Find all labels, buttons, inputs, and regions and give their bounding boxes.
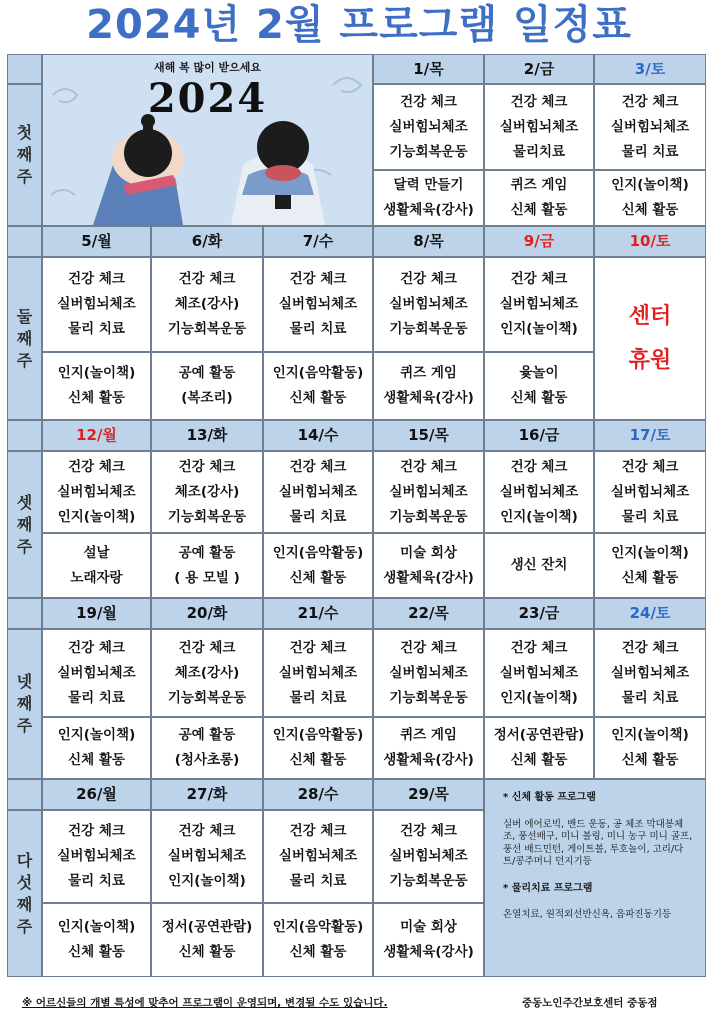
morning-program-cell: [263, 451, 373, 533]
date-header: [373, 226, 484, 257]
program-line: 건강 체크: [510, 458, 568, 475]
program-line: 신체 활동: [621, 752, 679, 768]
program-line: 건강 체크: [289, 823, 347, 839]
program-line: 건강 체크: [178, 639, 236, 656]
program-line: 실버힘뇌체조: [499, 118, 579, 135]
therapy-program-title: * 물리치료 프로그램: [503, 882, 593, 894]
program-line: 인지(놀이책): [611, 544, 689, 561]
program-line: 건강 체크: [400, 458, 457, 475]
morning-program-cell: [373, 810, 484, 903]
program-line: 실버힘뇌체조: [610, 118, 690, 135]
program-line: 신체 활동: [621, 569, 679, 586]
banner-year: 2024: [147, 75, 268, 122]
week-label-char: 주: [16, 916, 33, 936]
date-header: [263, 226, 373, 257]
program-line: 인지(놀이책): [57, 919, 136, 935]
afternoon-program-cell: [151, 533, 263, 598]
program-line: 기능회복운동: [389, 321, 468, 337]
date-header: [151, 420, 263, 451]
new-year-banner: [42, 54, 373, 226]
date-header: [373, 779, 484, 810]
date-label: 20/화: [186, 604, 228, 622]
program-line: 윷놀이: [519, 365, 559, 381]
date-label: 15/목: [408, 426, 449, 444]
program-line: 노래자랑: [70, 569, 123, 586]
program-line: 물리 치료: [621, 689, 679, 706]
afternoon-program-cell: [42, 717, 151, 779]
physical-program-list: 실버 에어로빅, 밴드 운동, 공 체조 막대봉체조, 풍선배구, 미니 볼링, 미니 농구 미니 골프, 풍선 배드민턴, 게이트볼, 투호놀이, 고리/다트/콩주머니 던지기등: [503, 818, 693, 867]
date-label: 29/목: [408, 785, 449, 803]
program-line: 실버힘뇌체조: [499, 483, 579, 500]
program-line: 실버힘뇌체조: [278, 296, 358, 312]
date-header: [373, 598, 484, 629]
date-header: [151, 226, 263, 257]
date-label: 2/금: [523, 59, 555, 78]
week-header-blank: [7, 420, 42, 451]
program-line: 실버힘뇌체조: [278, 483, 358, 500]
afternoon-program-cell: [373, 717, 484, 779]
afternoon-program-cell: [42, 352, 151, 420]
program-line: (청사초롱): [174, 752, 240, 768]
week-label-char: 째: [16, 514, 33, 534]
program-line: 신체 활동: [289, 752, 347, 768]
program-line: 인지(놀이책): [500, 689, 578, 706]
date-header: [42, 226, 151, 257]
program-line: 건강 체크: [178, 823, 236, 839]
program-line: 물리 치료: [68, 873, 125, 889]
program-line: 건강 체크: [621, 458, 679, 475]
afternoon-program-cell: [594, 170, 706, 226]
program-line: 신체 활동: [621, 202, 679, 218]
program-line: 미술 회상: [400, 544, 457, 561]
program-line: 건강 체크: [621, 93, 679, 110]
morning-program-cell: [373, 451, 484, 533]
program-line: 신체 활동: [68, 390, 125, 406]
program-line: 정서(공연관람): [493, 727, 585, 743]
afternoon-program-cell: [151, 903, 263, 977]
program-line: 물리 치료: [68, 321, 125, 337]
morning-program-cell: [373, 629, 484, 717]
program-line: 퀴즈 게임: [400, 365, 457, 381]
program-line: 기능회복운동: [389, 143, 468, 160]
week-label-char: 주: [16, 167, 33, 186]
week-label-char: 째: [16, 894, 33, 914]
date-label: 10/토: [629, 232, 671, 250]
program-line: 물리 치료: [621, 508, 679, 525]
afternoon-program-cell: [594, 533, 706, 598]
program-line: 인지(음악활동): [272, 365, 364, 381]
morning-program-cell: [484, 629, 594, 717]
week-label-char: 주: [16, 716, 33, 735]
program-line: 미술 회상: [400, 919, 457, 935]
week-label-char: 둘: [16, 306, 33, 326]
date-header: [484, 420, 594, 451]
program-line: 생활체육(강사): [383, 569, 474, 586]
program-line: 기능회복운동: [389, 508, 468, 525]
program-line: 인지(놀이책): [500, 321, 578, 337]
program-line: 실버힘뇌체조: [389, 296, 468, 312]
program-line: 실버힘뇌체조: [278, 848, 358, 864]
date-label: 28/수: [297, 785, 339, 803]
program-line: 실버힘뇌체조: [499, 664, 579, 681]
week-header-blank: [7, 226, 42, 257]
program-line: 건강 체크: [68, 458, 125, 475]
program-line: 실버힘뇌체조: [57, 664, 136, 681]
program-line: 체조(강사): [174, 664, 240, 681]
program-line: ( 용 모빌 ): [174, 569, 240, 586]
date-label: 6/화: [191, 232, 223, 250]
program-line: 실버힘뇌체조: [389, 664, 468, 681]
program-line: 건강 체크: [289, 458, 347, 475]
program-line: (복조리): [181, 390, 233, 406]
date-header: [594, 598, 706, 629]
afternoon-program-cell: [42, 903, 151, 977]
banner-greeting: 새해 복 많이 받으세요: [153, 61, 262, 74]
morning-program-cell: [42, 629, 151, 717]
date-label: 13/화: [186, 426, 228, 444]
date-label: 23/금: [518, 604, 560, 622]
date-header: [42, 420, 151, 451]
program-line: 센터: [628, 303, 672, 329]
program-line: 체조(강사): [174, 296, 240, 312]
program-line: 건강 체크: [178, 458, 236, 475]
program-line: 실버힘뇌체조: [389, 118, 468, 135]
program-line: 실버힘뇌체조: [499, 296, 579, 312]
date-header: [484, 226, 594, 257]
program-line: 신체 활동: [510, 752, 568, 768]
afternoon-program-cell: [484, 170, 594, 226]
program-line: 신체 활동: [510, 390, 568, 406]
date-label: 12/월: [76, 426, 117, 444]
date-label: 7/수: [302, 232, 334, 250]
program-line: 실버힘뇌체조: [57, 483, 136, 500]
week-label: [7, 257, 42, 420]
date-label: 1/목: [413, 59, 444, 78]
date-header: [594, 226, 706, 257]
program-line: 신체 활동: [178, 944, 236, 960]
afternoon-program-cell: [42, 533, 151, 598]
week-header-blank: [7, 54, 42, 84]
week-label: [7, 810, 42, 977]
morning-program-cell: [42, 451, 151, 533]
program-line: 건강 체크: [400, 639, 457, 656]
week-label-char: 주: [16, 536, 33, 556]
program-line: 체조(강사): [174, 483, 240, 500]
date-header: [373, 54, 484, 84]
program-line: 건강 체크: [178, 271, 236, 287]
program-line: 기능회복운동: [167, 508, 247, 525]
morning-program-cell: [594, 451, 706, 533]
program-line: 인지(놀이책): [611, 177, 689, 193]
morning-program-cell: [594, 84, 706, 170]
program-line: 건강 체크: [400, 271, 457, 287]
program-line: 물리 치료: [621, 143, 679, 160]
date-header: [263, 420, 373, 451]
afternoon-program-cell: [263, 717, 373, 779]
morning-program-cell: [484, 257, 594, 352]
week-header-blank: [7, 779, 42, 810]
morning-program-cell: [151, 629, 263, 717]
afternoon-program-cell: [484, 533, 594, 598]
program-line: 건강 체크: [510, 93, 568, 110]
program-line: 건강 체크: [68, 639, 125, 656]
program-line: 물리 치료: [289, 508, 347, 525]
afternoon-program-cell: [151, 352, 263, 420]
morning-program-cell: [151, 451, 263, 533]
program-line: 인지(놀이책): [611, 727, 689, 743]
program-notes: [484, 779, 706, 977]
program-line: 물리 치료: [68, 689, 125, 706]
date-header: [373, 420, 484, 451]
date-label: 9/금: [523, 232, 555, 250]
program-line: 인지(놀이책): [168, 873, 246, 889]
program-line: 인지(음악활동): [272, 919, 364, 935]
program-line: 설날: [83, 544, 110, 561]
week-label-char: 첫: [16, 123, 33, 142]
program-line: 신체 활동: [289, 569, 347, 586]
morning-program-cell: [151, 810, 263, 903]
program-line: 신체 활동: [68, 752, 125, 768]
program-line: 건강 체크: [400, 823, 457, 839]
program-line: 기능회복운동: [389, 689, 468, 706]
program-line: 인지(놀이책): [57, 365, 136, 381]
morning-program-cell: [484, 451, 594, 533]
program-line: 물리 치료: [289, 689, 347, 706]
week-label-char: 다: [16, 850, 33, 870]
program-line: 생활체육(강사): [383, 390, 474, 406]
week-label-char: 넷: [16, 672, 33, 691]
date-header: [484, 54, 594, 84]
date-header: [484, 598, 594, 629]
program-line: 기능회복운동: [167, 321, 247, 337]
program-line: 인지(음악활동): [272, 544, 364, 561]
program-line: 물리치료: [512, 143, 566, 160]
program-line: 물리 치료: [289, 873, 347, 889]
afternoon-program-cell: [373, 352, 484, 420]
afternoon-program-cell: [263, 533, 373, 598]
afternoon-program-cell: [484, 352, 594, 420]
morning-program-cell: [263, 810, 373, 903]
date-label: 19/월: [76, 604, 117, 622]
program-line: 실버힘뇌체조: [57, 296, 136, 312]
program-line: 신체 활동: [289, 390, 347, 406]
program-line: 공예 활동: [178, 727, 236, 743]
week-label-char: 째: [16, 145, 33, 164]
program-line: 건강 체크: [68, 271, 125, 287]
program-line: 퀴즈 게임: [510, 177, 568, 193]
date-label: 21/수: [297, 604, 339, 622]
morning-program-cell: [263, 629, 373, 717]
program-line: 신체 활동: [510, 202, 568, 218]
program-line: 건강 체크: [510, 271, 568, 287]
week-label-char: 섯: [16, 872, 33, 892]
program-line: 공예 활동: [178, 365, 236, 381]
program-line: 건강 체크: [510, 639, 568, 656]
program-line: 건강 체크: [68, 823, 125, 839]
program-line: 인지(놀이책): [500, 508, 578, 525]
morning-program-cell: [42, 257, 151, 352]
program-line: 실버힘뇌체조: [167, 848, 247, 864]
date-header: [42, 779, 151, 810]
program-line: 기능회복운동: [389, 873, 468, 889]
week-label: [7, 629, 42, 779]
afternoon-program-cell: [373, 170, 484, 226]
date-header: [42, 598, 151, 629]
program-line: 실버힘뇌체조: [389, 483, 468, 500]
program-line: 물리 치료: [289, 321, 347, 337]
date-label: 14/수: [297, 426, 339, 444]
week-label: [7, 84, 42, 226]
center-closed-cell: [594, 257, 706, 420]
program-line: 휴원: [628, 347, 672, 373]
morning-program-cell: [373, 84, 484, 170]
program-line: 실버힘뇌체조: [610, 664, 690, 681]
morning-program-cell: [484, 84, 594, 170]
program-line: 생신 잔치: [510, 557, 568, 573]
program-line: 건강 체크: [289, 271, 347, 287]
week-label-char: 주: [16, 350, 33, 370]
program-line: 인지(놀이책): [57, 727, 136, 743]
program-line: 달력 만들기: [393, 177, 464, 193]
date-header: [594, 54, 706, 84]
page-title: 2024년 2월 프로그램 일정표: [86, 2, 632, 48]
morning-program-cell: [594, 629, 706, 717]
date-label: 3/토: [634, 59, 666, 78]
program-line: 기능회복운동: [167, 689, 247, 706]
program-line: 실버힘뇌체조: [610, 483, 690, 500]
afternoon-program-cell: [373, 533, 484, 598]
afternoon-program-cell: [263, 352, 373, 420]
week-label-char: 째: [16, 328, 33, 348]
date-label: 27/화: [186, 785, 228, 803]
morning-program-cell: [42, 810, 151, 903]
program-line: 생활체육(강사): [383, 752, 474, 768]
date-header: [263, 779, 373, 810]
week-label-char: 셋: [16, 492, 33, 512]
morning-program-cell: [263, 257, 373, 352]
date-header: [151, 598, 263, 629]
program-line: 정서(공연관람): [161, 919, 253, 935]
week-label: [7, 451, 42, 598]
date-label: 5/월: [81, 232, 112, 250]
afternoon-program-cell: [263, 903, 373, 977]
date-header: [263, 598, 373, 629]
program-line: 생활체육(강사): [383, 944, 474, 960]
afternoon-program-cell: [594, 717, 706, 779]
morning-program-cell: [373, 257, 484, 352]
date-label: 24/토: [629, 604, 671, 622]
afternoon-program-cell: [484, 717, 594, 779]
date-label: 22/목: [408, 604, 449, 622]
program-line: 건강 체크: [621, 639, 679, 656]
program-line: 실버힘뇌체조: [278, 664, 358, 681]
afternoon-program-cell: [373, 903, 484, 977]
program-line: 건강 체크: [289, 639, 347, 656]
footer-notice: ※ 어르신들의 개별 특성에 맞추어 프로그램이 운영되며, 변경될 수도 있습니다.: [22, 997, 388, 1009]
footer-center-name: 중동노인주간보호센터 중동점: [522, 997, 658, 1009]
program-line: 신체 활동: [289, 944, 347, 960]
program-line: 실버힘뇌체조: [57, 848, 136, 864]
week-header-blank: [7, 598, 42, 629]
program-line: 공예 활동: [178, 544, 236, 561]
week-label-char: 째: [16, 694, 33, 713]
program-line: 신체 활동: [68, 944, 125, 960]
afternoon-program-cell: [151, 717, 263, 779]
program-line: 건강 체크: [400, 93, 457, 110]
program-line: 인지(음악활동): [272, 727, 364, 743]
program-line: 퀴즈 게임: [400, 727, 457, 743]
date-label: 8/목: [413, 232, 444, 250]
therapy-program-list: 온열치료, 원적외선반신욕, 음파진동기등: [503, 909, 672, 920]
date-label: 16/금: [518, 426, 560, 444]
physical-program-title: * 신체 활동 프로그램: [503, 792, 596, 803]
program-line: 생활체육(강사): [383, 202, 474, 218]
morning-program-cell: [151, 257, 263, 352]
date-label: 26/월: [76, 785, 117, 803]
date-header: [151, 779, 263, 810]
program-line: 인지(놀이책): [57, 508, 136, 525]
date-header: [594, 420, 706, 451]
program-line: 실버힘뇌체조: [389, 848, 468, 864]
date-label: 17/토: [629, 426, 671, 444]
